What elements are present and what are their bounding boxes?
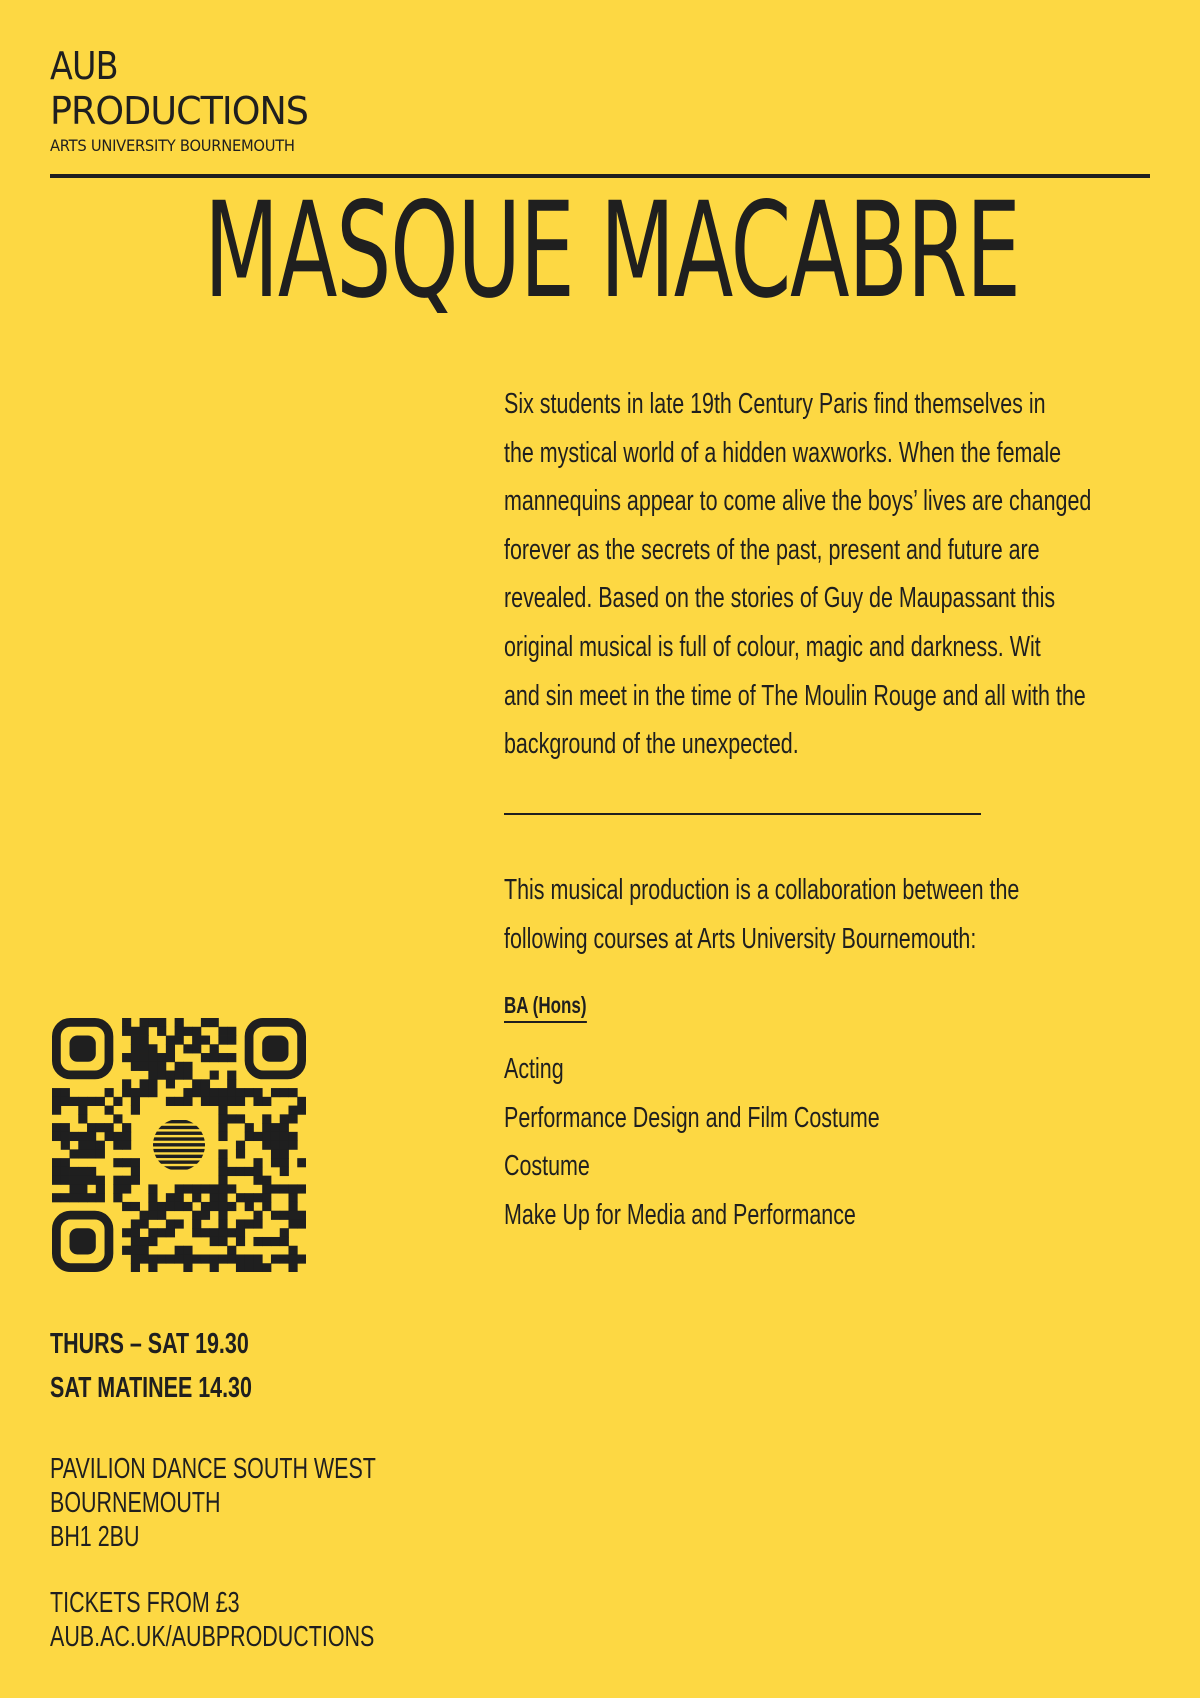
ticket-price: TICKETS FROM £3 <box>50 1587 240 1619</box>
synopsis <box>504 380 1200 769</box>
ticket-info <box>50 1586 488 1654</box>
logo-productions-wordmark <box>50 90 317 130</box>
logo-productions-letters: PRODUCTIONS <box>50 90 308 130</box>
aub-productions-logo <box>50 46 370 156</box>
logo-aub-text: AUB <box>50 44 118 88</box>
evening-times: THURS – SAT 19.30 <box>50 1328 249 1360</box>
venue-city: BOURNEMOUTH <box>50 1487 221 1519</box>
course-list <box>504 1045 1012 1239</box>
synopsis-line: forever as the secrets of the past, present and future are <box>504 533 1040 566</box>
synopsis-line: Six students in late 19th Century Paris find themselves in <box>504 388 1046 420</box>
qr-code-graphic <box>52 1018 306 1272</box>
show-title: MASQUE MACABRE <box>203 174 1020 328</box>
logo-productions-text <box>50 90 317 137</box>
logo-university-text: ARTS UNIVERSITY BOURNEMOUTH <box>50 136 295 155</box>
collaboration-note <box>504 866 1200 963</box>
venue-name: PAVILION DANCE SOUTH WEST <box>50 1453 376 1485</box>
performance-times <box>50 1322 323 1410</box>
course-item: Performance Design and Film Costume <box>504 1101 880 1134</box>
section-divider <box>504 813 981 815</box>
course-item: Costume <box>504 1150 590 1183</box>
qr-code-icon[interactable] <box>52 1018 306 1272</box>
synopsis-line: revealed. Based on the stories of Guy de Maupassant this <box>504 582 1056 615</box>
synopsis-line: mannequins appear to come alive the boys’ lives are changed <box>504 485 1092 518</box>
matinee-times: SAT MATINEE 14.30 <box>50 1372 252 1404</box>
synopsis-line: and sin meet in the time of The Moulin Rouge and all with the <box>504 679 1086 712</box>
synopsis-line: background of the unexpected. <box>504 728 799 761</box>
synopsis-line: the mystical world of a hidden waxworks. When the female <box>504 436 1062 469</box>
ticket-url[interactable]: AUB.AC.UK/AUBPRODUCTIONS <box>50 1621 375 1653</box>
venue-postcode: BH1 2BU <box>50 1521 140 1553</box>
collaboration-line: following courses at Arts University Bournemouth: <box>504 922 977 955</box>
degree-label: BA (Hons) <box>504 992 587 1023</box>
course-item: Make Up for Media and Performance <box>504 1198 856 1231</box>
synopsis-line: original musical is full of colour, magic and darkness. Wit <box>504 630 1041 663</box>
venue-address <box>50 1452 490 1554</box>
course-item: Acting <box>504 1053 564 1085</box>
collaboration-line: This musical production is a collaboration between the <box>504 874 1020 906</box>
